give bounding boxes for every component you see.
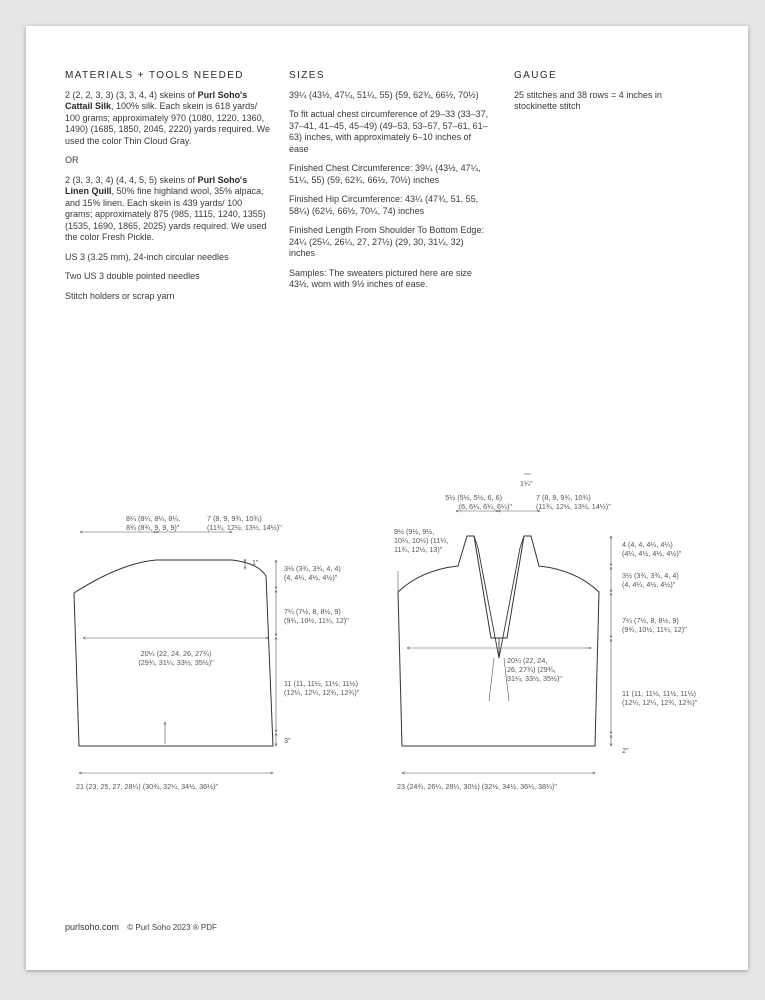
- back-arm-l2: (9¾, 10½, 11¼, 12)": [284, 616, 349, 625]
- materials-linen: 2 (3, 3, 3, 4) (4, 4, 5, 5) skeins of Purl Soho's Linen Quill, 50% fine highland wool, 35% alpaca, and 15% linen. Each skein is 439 yards/ 100 grams; approximately 875 (985, 1115, 1240, 1355) (1535, 1690, 1865, 2025) yards required. We used the color Fresh Pickle.: [65, 174, 267, 242]
- back-sh1-l2: (4, 4¼, 4½, 4½)": [284, 573, 338, 582]
- back-hip: 21 (23, 25, 27, 28¼) (30¾, 32¼, 34½, 36½)": [76, 782, 219, 791]
- pattern-page: [26, 26, 748, 970]
- back-shoulder-l2: 8¾ (8¾, 9, 9, 9)": [126, 523, 180, 532]
- front-v-l3: 11¾, 12½, 13)": [394, 545, 443, 554]
- front-body-l2: (12¼, 12¼, 12¾, 12¾)": [622, 698, 698, 707]
- page-footer: [65, 922, 217, 932]
- sizes-list: 39¼ (43½, 47¼, 51¼, 55) (59, 62¾, 66½, 70½): [289, 89, 479, 100]
- front-neck-l2: (11¾, 12½, 13½, 14½)": [536, 502, 611, 511]
- back-arm-l1: 7¼ (7½, 8, 8½, 9): [284, 607, 341, 616]
- back-neck-l2: (11¾, 12½, 13½, 14½)": [207, 523, 282, 532]
- back-body-l2: (12¼, 12¼, 12¾, 12¾)": [284, 688, 360, 697]
- gauge-heading: GAUGE: [514, 70, 558, 81]
- front-sh1-l2: (4, 4¼, 4½, 4½)": [622, 580, 676, 589]
- sizes-chest: Finished Chest Circumference: 39¼ (43½, 47¼, 51¼, 55) (59, 62¾, 66½, 70½) inches: [289, 163, 481, 185]
- front-sh-l1: 5½ (5½, 5½, 6, 6): [445, 493, 502, 502]
- front-neck-l1: 7 (8, 9, 9¾, 10¾): [536, 493, 591, 502]
- back-sh1-l1: 3½ (3¾, 3¾, 4, 4): [284, 564, 341, 573]
- front-arm-l1: 7¼ (7½, 8, 8½, 9): [622, 616, 679, 625]
- front-hip: 23 (24¾, 26¼, 28¼, 30½) (32½, 34½, 36¼, 38¼)": [397, 782, 557, 791]
- front-sh-l2: (6, 6¼, 6¼, 6¼)": [458, 502, 512, 511]
- front-split: 2": [622, 746, 629, 755]
- front-v-l1: 9½ (9½, 9½,: [394, 527, 435, 536]
- back-body-l1: 11 (11, 11½, 11½, 11½): [284, 679, 359, 688]
- materials-dpn: Two US 3 double pointed needles: [65, 271, 200, 281]
- sizes-hip: Finished Hip Circumference: 43¼ (47¾, 51, 55, 58¼) (62½, 66½, 70¼, 74) inches: [289, 194, 479, 216]
- front-schematic: [394, 474, 698, 791]
- front-arm-l2: (9¾, 10½, 11¼, 12)": [622, 625, 687, 634]
- back-schematic: [74, 514, 360, 791]
- front-chest-l2: 26, 27¾) (29¾,: [507, 665, 556, 674]
- sizes-samples: Samples: The sweaters pictured here are size 43½, worn with 9½ inches of ease.: [289, 267, 472, 289]
- front-band: 1¼": [520, 479, 533, 488]
- front-top-l1: 4 (4, 4, 4¼, 4¼): [622, 540, 673, 549]
- front-body-l1: 11 (11, 11½, 11½, 11½): [622, 689, 697, 698]
- back-shoulder-l1: 8¼ (8¼, 8¼, 8¼,: [126, 514, 181, 523]
- cattail-silk-link[interactable]: Purl Soho's Cattail Silk: [65, 89, 248, 111]
- front-sh1-l1: 3½ (3¾, 3¾, 4, 4): [622, 571, 679, 580]
- back-chest-l1: 20¼ (22, 24, 26, 27¾): [140, 649, 212, 658]
- front-chest-l1: 20¼ (22, 24,: [507, 656, 548, 665]
- front-chest-l3: 31¼, 33½, 35½)": [507, 674, 562, 683]
- back-drop: 1": [252, 558, 259, 567]
- materials-needles: US 3 (3.25 mm), 24-inch circular needles: [65, 251, 229, 262]
- footer-copyright: © Purl Soho 2023 ® PDF: [127, 923, 217, 932]
- schematic-diagrams: [26, 26, 748, 970]
- footer-site-link[interactable]: purlsoho.com: [65, 922, 120, 932]
- sizes-heading: SIZES: [289, 70, 325, 81]
- sizes-length: Finished Length From Shoulder To Bottom Edge: 24¼ (25¼, 26¼, 27, 27½) (29, 30, 31¼, 32) inches: [289, 225, 484, 258]
- front-top-l2: (4¼, 4½, 4½, 4½)": [622, 549, 682, 558]
- back-neck-l1: 7 (8, 9, 9¾, 10¾): [207, 514, 262, 523]
- linen-quill-link[interactable]: Purl Soho's Linen Quill: [65, 174, 248, 196]
- materials-or: OR: [65, 155, 79, 165]
- front-outline: [398, 536, 599, 746]
- front-v-l2: 10¼, 10½) (11¼,: [394, 536, 449, 545]
- materials-cattail: 2 (2, 2, 3, 3) (3, 3, 4, 4) skeins of Purl Soho's Cattail Silk, 100% silk. Each skein is 618 yards/ 100 grams; approximately 970 (1080, 1220, 1360, 1490) (1685, 1850, 2045, 2220) yards required. We used the color Thin Cloud Gray.: [65, 89, 270, 146]
- materials-holders: Stitch holders or scrap yarn: [65, 290, 175, 301]
- gauge-text: 25 stitches and 38 rows = 4 inches in stockinette stitch: [514, 89, 662, 111]
- back-split: 3": [284, 736, 291, 745]
- sizes-fit: To fit actual chest circumference of 29–33 (33–37, 37–41, 41–45, 45–49) (49–53, 53–57, 57–61, 61–63) inches, with approximately 6–10 inches of ease: [289, 109, 489, 154]
- materials-heading: MATERIALS + TOOLS NEEDED: [65, 70, 244, 81]
- back-chest-l2: (29¾, 31¼, 33½, 35½)": [138, 658, 214, 667]
